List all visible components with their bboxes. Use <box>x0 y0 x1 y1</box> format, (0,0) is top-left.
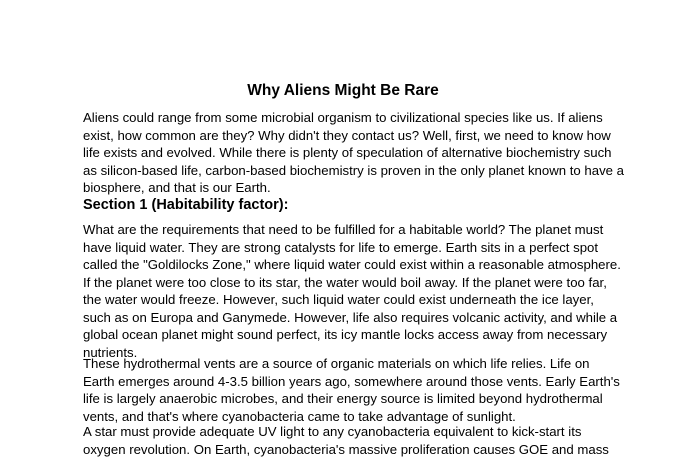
text-line: the water would freeze. However, such liquid water could exist underneath the ice layer, <box>83 292 594 307</box>
text-line: called the "Goldilocks Zone," where liquid water could exist within a reasonable atmosphere. <box>83 257 621 272</box>
text-line: What are the requirements that need to be fulfilled for a habitable world? The planet must <box>83 222 604 237</box>
document-title: Why Aliens Might Be Rare <box>247 82 439 99</box>
section-1-paragraph-2 <box>83 355 620 425</box>
intro-paragraph <box>83 109 624 197</box>
text-line: oxygen revolution. On Earth, cyanobacteria's massive proliferation causes GOE and mass <box>83 441 609 457</box>
text-line: exist, how common are they? Why didn't they contact us? Well, first, we need to know how <box>83 127 611 143</box>
text-line: life exists and evolved. While there is plenty of speculation of alternative biochemistry such <box>83 145 612 160</box>
section-1-paragraph-1 <box>83 221 621 361</box>
text-line: have liquid water. They are strong catalysts for life to emerge. Earth sits in a perfect spot <box>83 239 599 255</box>
text-line: Aliens could range from some microbial organism to civilizational species like us. If aliens <box>83 110 603 125</box>
text-line: global ocean planet might sound perfect, its icy mantle locks access away from necessary <box>83 327 608 342</box>
text-line: biosphere, and that is our Earth. <box>83 180 271 195</box>
text-line: Earth emerges around 4-3.5 billion years ago, somewhere around those vents. Early Earth's <box>83 373 620 389</box>
section-1-heading: Section 1 (Habitability factor): <box>83 197 289 213</box>
text-line: nutrients. <box>83 344 138 360</box>
section-1-paragraph-3 <box>83 423 609 458</box>
text-line: such as on Europa and Ganymede. However, life also requires volcanic activity, and while a <box>83 309 618 325</box>
text-line: If the planet were too close to its star, the water would boil away. If the planet were too far, <box>83 274 607 290</box>
text-line: vents, and that's where cyanobacteria came to take advantage of sunlight. <box>83 408 516 424</box>
text-line: A star must provide adequate UV light to any cyanobacteria equivalent to kick-start its <box>83 424 582 439</box>
text-line: as silicon-based life, carbon-based biochemistry is proven in the only planet known to have a <box>83 162 624 178</box>
text-line: life is largely anaerobic microbes, and their energy source is limited beyond hydrothermal <box>83 391 603 406</box>
text-line: These hydrothermal vents are a source of organic materials on which life relies. Life on <box>83 356 590 371</box>
